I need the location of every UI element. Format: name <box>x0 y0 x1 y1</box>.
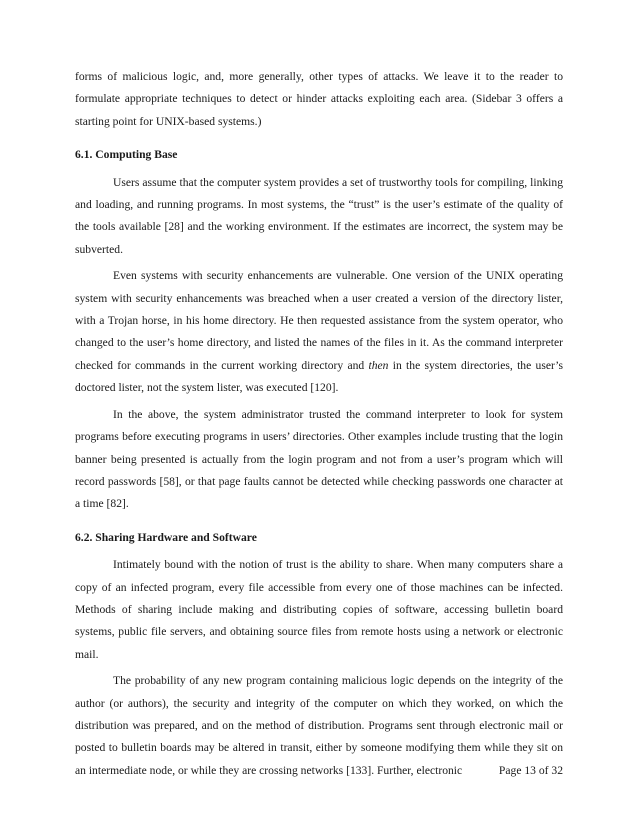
computing-base-paragraph-1: Users assume that the computer system provides a set of trustworthy tools for compiling, linking and loading, and running programs. In most systems, the “trust” is the user’s estimate of the quality of the tools available [28] and the working environment. If the estimates are incorrect, the system may be subverted. <box>75 175 563 256</box>
paragraph-text: in the system directories, the user’s doctored lister, not the system lister, was executed [120]. <box>75 358 564 395</box>
section-heading-computing-base: 6.1. Computing Base <box>75 148 178 162</box>
section-heading-sharing: 6.2. Sharing Hardware and Software <box>75 530 257 544</box>
sharing-paragraph-2: The probability of any new program containing malicious logic depends on the integrity of the author (or authors), the security and integrity of the computer on which they worked, on which the distribution was prepared, and on the method of distribution. Programs sent through electronic mail or posted to bulletin boards may be altered in transit, either by someone modifying them while they sit on an intermediate node, or while they are crossing networks [133]. Further, electronic <box>75 674 563 777</box>
page-number: Page 13 of 32 <box>498 764 563 777</box>
computing-base-paragraph-2 <box>75 265 563 399</box>
paragraph-text: Even systems with security enhancements are vulnerable. One version of the UNIX operating system with security enhancements was breached when a user created a version of the directory lister, with a Trojan horse, in his home directory. He then requested assistance from the system operator, who changed to the user’s home directory, and listed the names of the files in it. As the command interpreter checked for commands in the current working directory and <box>75 269 563 372</box>
intro-paragraph: forms of malicious logic, and, more generally, other types of attacks. We leave it to the reader to formulate appropriate techniques to detect or hinder attacks exploiting each area. (Sidebar 3 offers a starting point for UNIX-based systems.) <box>75 70 563 128</box>
computing-base-paragraph-3: In the above, the system administrator trusted the command interpreter to look for system programs before executing programs in users’ directories. Other examples include trusting that the login banner being presented is actually from the login program and not from a user’s program which will record passwords [58], or that page faults cannot be detected while checking passwords one character at a time [82]. <box>75 407 563 511</box>
document-body <box>75 66 563 782</box>
emphasized-word: then <box>368 358 389 372</box>
sharing-paragraph-1: Intimately bound with the notion of trust is the ability to share. When many computers share a copy of an infected program, every file accessible from every one of those machines can be infected. Methods of sharing include making and distributing copies of software, accessing bulletin board systems, public file servers, and obtaining source files from remote hosts using a network or electronic mail. <box>75 558 563 661</box>
